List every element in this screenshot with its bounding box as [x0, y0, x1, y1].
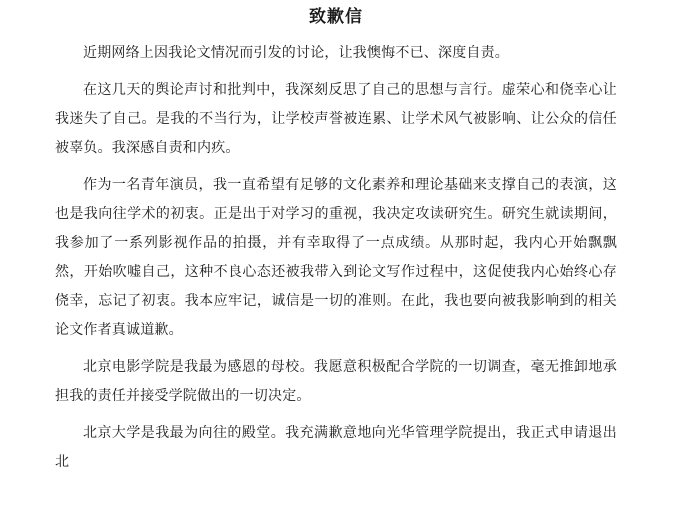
paragraph-2: 在这几天的舆论声讨和批判中，我深刻反思了自己的思想与言行。虚荣心和侥幸心让我迷失了自己。是我的不当行为，让学校声誉被连累、让学术风气被影响、让公众的信任被辜负。我深感自责和内疚。 — [55, 82, 617, 156]
paragraph-1: 近期网络上因我论文情况而引发的讨论，让我懊悔不已、深度自责。 — [83, 45, 509, 61]
paragraph-4: 北京电影学院是我最为感恩的母校。我愿意积极配合学院的一切调查，毫无推卸地承担我的责任并接受学院做出的一切决定。 — [55, 359, 617, 404]
paragraph-5: 北京大学是我最为向往的殿堂。我充满歉意地向光华管理学院提出，我正式申请退出北 — [55, 425, 617, 470]
paragraph-3: 作为一名青年演员，我一直希望有足够的文化素养和理论基础来支撑自己的表演，这也是我向往学术的初衷。正是出于对学习的重视，我决定攻读研究生。研究生就读期间，我参加了一系列影视作品的拍摄，并有幸取得了一点成绩。从那时起，我内心开始飘飘然，开始吹嘘自己，这种不良心态还被我带入到论文写作过程中，这促使我内心始终心存侥幸，忘记了初衷。我本应牢记，诚信是一切的准则。在此，我也要向被我影响到的相关论文作者真诚道歉。 — [55, 177, 617, 338]
letter-title: 致歉信 — [309, 7, 363, 27]
letter-body — [55, 39, 617, 477]
